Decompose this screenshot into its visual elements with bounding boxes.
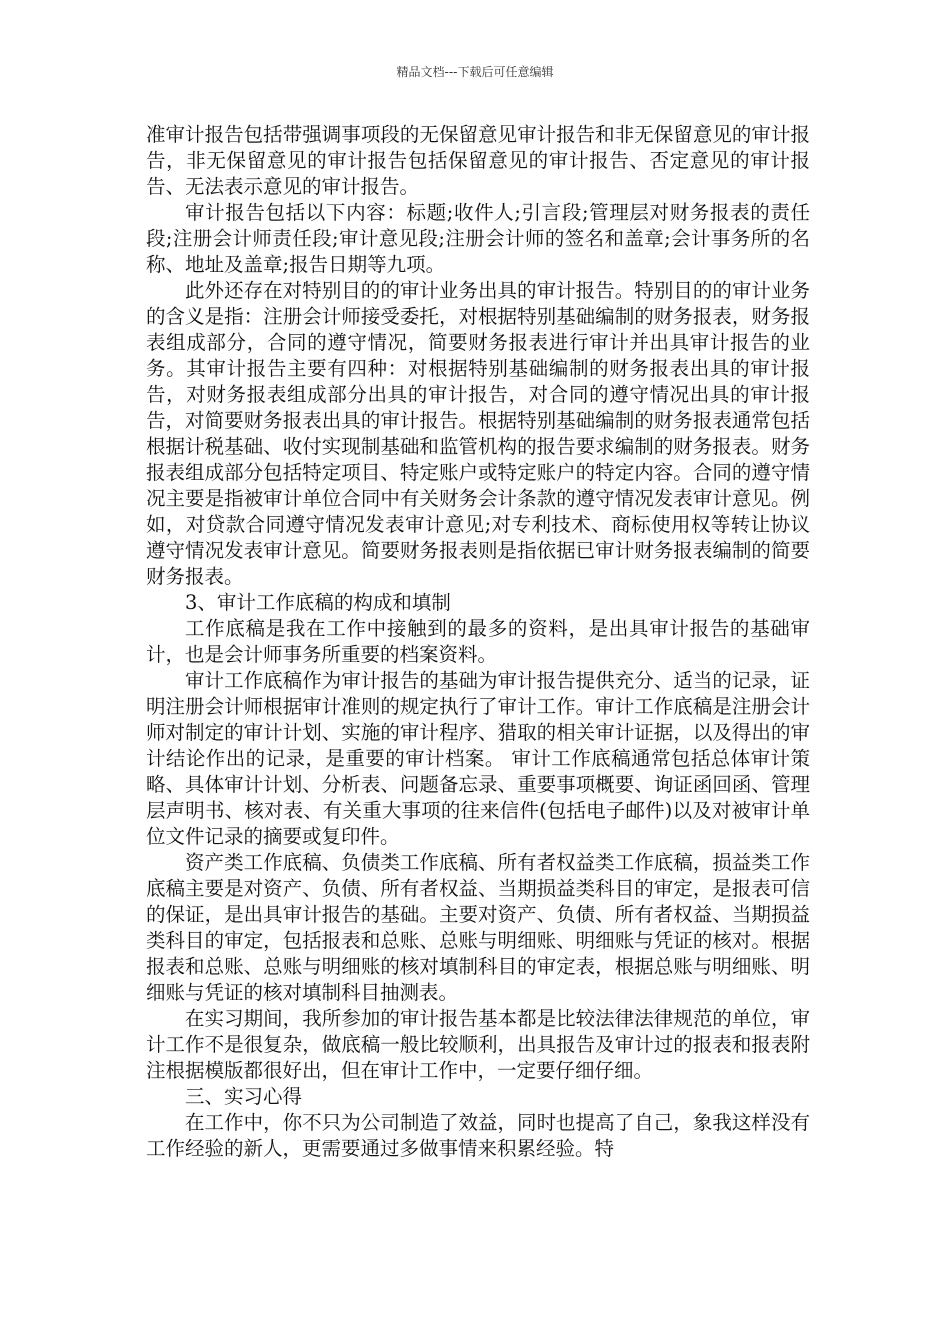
paragraph-special-purpose-audit: 此外还存在对特别目的的审计业务出具的审计报告。特别目的的审计业务的含义是指：注册会计师接受委托，对根据特别基础编制的财务报表，财务报表组成部分，合同的遵守情况，简要财务报表进行审计并出具审计报告的业务。其审计报告主要有四种：对根据特别基础编制的财务报表出具的审计报告，对财务报表组成部分出具的审计报告，对合同的遵守情况出具的审计报告，对简要财务报表出具的审计报告。根据特别基础编制的财务报表通常包括根据计税基础、收付实现制基础和监管机构的报告要求编制的财务报表。财务报表组成部分包括特定项目、特定账户或特定账户的特定内容。合同的遵守情况主要是指被审计单位合同中有关财务会计条款的遵守情况发表审计意见。例如，对贷款合同遵守情况发表审计意见;对专利技术、商标使用权等转让协议遵守情况发表审计意见。简要财务报表则是指依据已审计财务报表编制的简要财务报表。 [146,279,810,588]
paragraph-working-papers-intro: 工作底稿是我在工作中接触到的最多的资料，是出具审计报告的基础审计，也是会计师事务所重要的档案资料。 [146,617,810,666]
paragraph-internship-experience: 在实习期间，我所参加的审计报告基本都是比较法律法律规范的单位，审计工作不是很复杂，做底稿一般比较顺利，出具报告及审计过的报表和报表附注根据模版都很好出，但在审计工作中，一定要仔细仔细。 [146,1007,810,1082]
document-body [146,122,810,1162]
paragraph-reflections: 在工作中，你不只为公司制造了效益，同时也提高了自己，象我这样没有工作经验的新人，更需要通过多做事情来积累经验。特 [146,1111,810,1160]
section-heading-reflections: 三、实习心得 [185,1085,303,1108]
paragraph-working-papers-categories: 资产类工作底稿、负债类工作底稿、所有者权益类工作底稿，损益类工作底稿主要是对资产、负债、所有者权益、当期损益类科目的审定，是报表可信的保证，是出具审计报告的基础。主要对资产、负债、所有者权益、当期损益类科目的审定，包括报表和总账、总账与明细账、明细账与凭证的核对。根据报表和总账、总账与明细账的核对填制科目的审定表，根据总账与明细账、明细账与凭证的核对填制科目抽测表。 [146,851,810,1004]
paragraph-audit-report-contents: 审计报告包括以下内容：标题;收件人;引言段;管理层对财务报表的责任段;注册会计师责任段;审计意见段;注册会计师的签名和盖章;会计事务所的名称、地址及盖章;报告日期等九项。 [146,201,810,276]
section-heading-working-papers: 3、审计工作底稿的构成和填制 [185,591,451,614]
page-header: 精品文档---下载后可任意编辑 [396,65,554,79]
paragraph-audit-report-types: 准审计报告包括带强调事项段的无保留意见审计报告和非无保留意见的审计报告，非无保留意见的审计报告包括保留意见的审计报告、否定意见的审计报告、无法表示意见的审计报告。 [146,123,810,198]
paragraph-working-papers-definition: 审计工作底稿作为审计报告的基础为审计报告提供充分、适当的记录，证明注册会计师根据审计准则的规定执行了审计工作。审计工作底稿是注册会计师对制定的审计计划、实施的审计程序、猎取的相关审计证据，以及得出的审计结论作出的记录，是重要的审计档案。 审计工作底稿通常包括总体审计策略、具体审计计划、分析表、问题备忘录、重要事项概要、询证函回函、管理层声明书、核对表、有关重大事项的往来信件(包括电子邮件)以及对被审计单位文件记录的摘要或复印件。 [146,669,810,848]
